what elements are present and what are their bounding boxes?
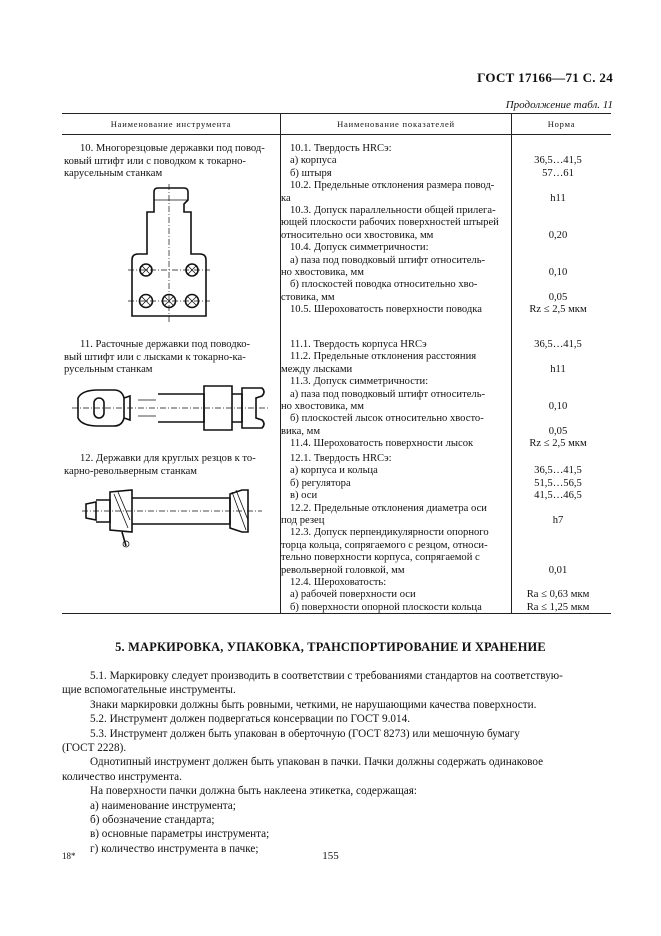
row11-indicator-line: 11.4. Шероховатость поверхности лысок	[290, 438, 474, 450]
row12-indicator-line: а) корпуса и кольца	[290, 465, 378, 477]
row10-tool-line1: 10. Многорезцовые державки под повод-	[80, 143, 265, 154]
row10-indicator-line: но хвостовика, мм	[281, 267, 364, 278]
section-paragraph-line: Однотипный инструмент должен быть упакован в пачки. Пачки должны содержать одинаковое	[90, 756, 544, 769]
section-paragraph-line: г) количество инструмента в пачке;	[90, 842, 259, 855]
row10-indicator-line: 10.1. Твердость HRCэ:	[290, 143, 392, 154]
row12-indicator-line: 12.2. Предельные отклонения диаметра оси	[290, 502, 487, 514]
row12-indicator-line: б) регулятора	[290, 477, 351, 489]
drawing-multi-cutter-holder	[118, 184, 218, 324]
row11-indicator-line: 11.1. Твердость корпуса HRCэ	[290, 339, 427, 350]
col-header-tool: Наименование инструмента	[110, 119, 232, 129]
row10-indicator-line: а) корпуса	[290, 155, 337, 167]
row12-norm-value: h7	[552, 515, 564, 526]
section-paragraph-line: а) наименование инструмента;	[90, 799, 236, 812]
row12-tool-line1: 12. Державки для круглых резцов к то-	[80, 453, 256, 464]
row11-norm-value: 0,10	[548, 401, 568, 412]
row10-indicator-line: ющей плоскости рабочих поверхностей штырей	[281, 217, 499, 229]
row10-norm-value: 0,20	[548, 229, 568, 241]
row11-norm-value: h11	[550, 363, 566, 375]
row10-indicator-line: 10.5. Шероховатость поверхности поводка	[290, 304, 482, 316]
section-paragraph-line: 5.3. Инструмент должен быть упакован в оберточную (ГОСТ 8273) или мешочную бумагу	[90, 727, 520, 740]
page-header-title: ГОСТ 17166—71 С. 24	[477, 70, 613, 85]
col-header-norm: Норма	[547, 119, 576, 129]
row11-norm-value: Rz ≤ 2,5 мкм	[529, 438, 587, 450]
row10-indicator-line: б) штыря	[290, 167, 332, 179]
row11-indicator-line: 11.2. Предельные отклонения расстояния	[290, 351, 477, 363]
row11-norm-value: 0,05	[548, 425, 568, 437]
row10-indicator-line: б) плоскостей поводка относительно хво-	[290, 279, 478, 291]
footer-signature-mark: 18*	[62, 851, 76, 861]
row10-indicator-line: 10.4. Допуск симметричности:	[290, 242, 429, 254]
row12-tool-line2: карно-револьверным станкам	[64, 465, 197, 477]
drawing-boring-holder	[72, 380, 270, 438]
section-paragraph-line: количество инструмента.	[62, 770, 182, 783]
row10-norm-value: Rz ≤ 2,5 мкм	[529, 304, 587, 316]
row12-norm-value: Ra ≤ 1,25 мкм	[526, 601, 590, 613]
row12-indicator-line: 12.1. Твердость HRCэ:	[290, 453, 392, 464]
row12-norm-value: 41,5…46,5	[534, 490, 582, 502]
row10-tool-line3: карусельным станкам	[64, 168, 163, 179]
row10-indicator-line: относительно оси хвостовика, мм	[281, 229, 434, 241]
row10-indicator-line: ка	[281, 192, 291, 204]
row10-indicator-line: 10.2. Предельные отклонения размера повод-	[290, 180, 495, 192]
page-number: 155	[322, 850, 339, 862]
row11-indicator-line: вика, мм	[281, 425, 321, 437]
section-paragraph-line: б) обозначение стандарта;	[90, 814, 215, 826]
row12-norm-value: 36,5…41,5	[534, 465, 582, 477]
row11-tool-line1: 11. Расточные державки под поводко-	[80, 339, 251, 350]
row11-indicator-line: между лысками	[281, 363, 353, 375]
row10-tool-line2: ковый штифт или с поводком к токарно-	[64, 155, 246, 167]
section-paragraph-line: щие вспомогательные инструменты.	[62, 684, 236, 697]
row10-norm-value: 0,05	[548, 291, 568, 303]
table-header-rule	[62, 134, 611, 135]
row12-indicator-line: а) рабочей поверхности оси	[290, 589, 416, 601]
row12-indicator-line: б) поверхности опорной плоскости кольца	[290, 601, 482, 613]
row12-indicator-line: под резец	[281, 515, 325, 526]
row10-indicator-line: стовика, мм	[281, 291, 335, 303]
table-top-rule	[62, 113, 611, 114]
row12-indicator-line: револьверной головкой, мм	[281, 564, 405, 576]
row11-indicator-line: а) паза под поводковый штифт относитель-	[290, 388, 486, 400]
row12-indicator-line: 12.4. Шероховатость:	[290, 577, 387, 588]
row11-indicator-line: но хвостовика, мм	[281, 401, 364, 412]
drawing-round-cutter-holder	[82, 480, 262, 552]
col-header-indicators: Наименование показателей	[337, 119, 455, 129]
row10-norm-value: h11	[550, 192, 566, 204]
row12-indicator-line: торца кольца, сопрягаемого с резцом, относи-	[281, 539, 488, 551]
row11-tool-line2: вый штифт или с лысками к токарно-ка-	[64, 351, 246, 363]
section-title: 5. МАРКИРОВКА, УПАКОВКА, ТРАНСПОРТИРОВАНИЕ И ХРАНЕНИЕ	[115, 640, 546, 654]
section-paragraph-line: Знаки маркировки должны быть ровными, четкими, не нарушающими качества поверхности.	[90, 698, 537, 711]
row10-norm-value: 0,10	[548, 267, 568, 278]
table-bottom-rule	[62, 613, 611, 614]
row10-indicator-line: 10.3. Допуск параллельности общей прилега-	[290, 205, 496, 216]
row11-indicator-line: 11.3. Допуск симметричности:	[290, 376, 429, 388]
row11-indicator-line: б) плоскостей лысок относительно хвосто-	[290, 413, 484, 425]
row12-indicator-line: 12.3. Допуск перпендикулярности опорного	[290, 527, 489, 539]
row12-norm-value: 51,5…56,5	[534, 477, 582, 489]
section-paragraph-line: в) основные параметры инструмента;	[90, 828, 270, 841]
table-continuation-label: Продолжение табл. 11	[505, 99, 613, 111]
section-paragraph-line: 5.1. Маркировку следует производить в соответствии с требованиями стандартов на соответствую-	[90, 670, 563, 682]
section-paragraph-line: 5.2. Инструмент должен подвергаться консервации по ГОСТ 9.014.	[90, 713, 410, 726]
section-paragraph-line: (ГОСТ 2228).	[62, 742, 127, 754]
row12-norm-value: 0,01	[548, 564, 568, 576]
row12-indicator-line: тельно поверхности корпуса, сопрягаемой с	[281, 552, 480, 564]
row10-indicator-line: а) паза под поводковый штифт относитель-	[290, 254, 486, 266]
row10-norm-value: 36,5…41,5	[534, 155, 582, 167]
row10-norm-value: 57…61	[542, 167, 574, 179]
row12-indicator-line: в) оси	[290, 490, 318, 502]
row11-tool-line3: русельным станкам	[64, 364, 153, 375]
row11-norm-value: 36,5…41,5	[534, 339, 582, 350]
section-paragraph-line: На поверхности пачки должна быть наклеена этикетка, содержащая:	[90, 785, 418, 798]
row12-norm-value: Ra ≤ 0,63 мкм	[526, 589, 590, 601]
